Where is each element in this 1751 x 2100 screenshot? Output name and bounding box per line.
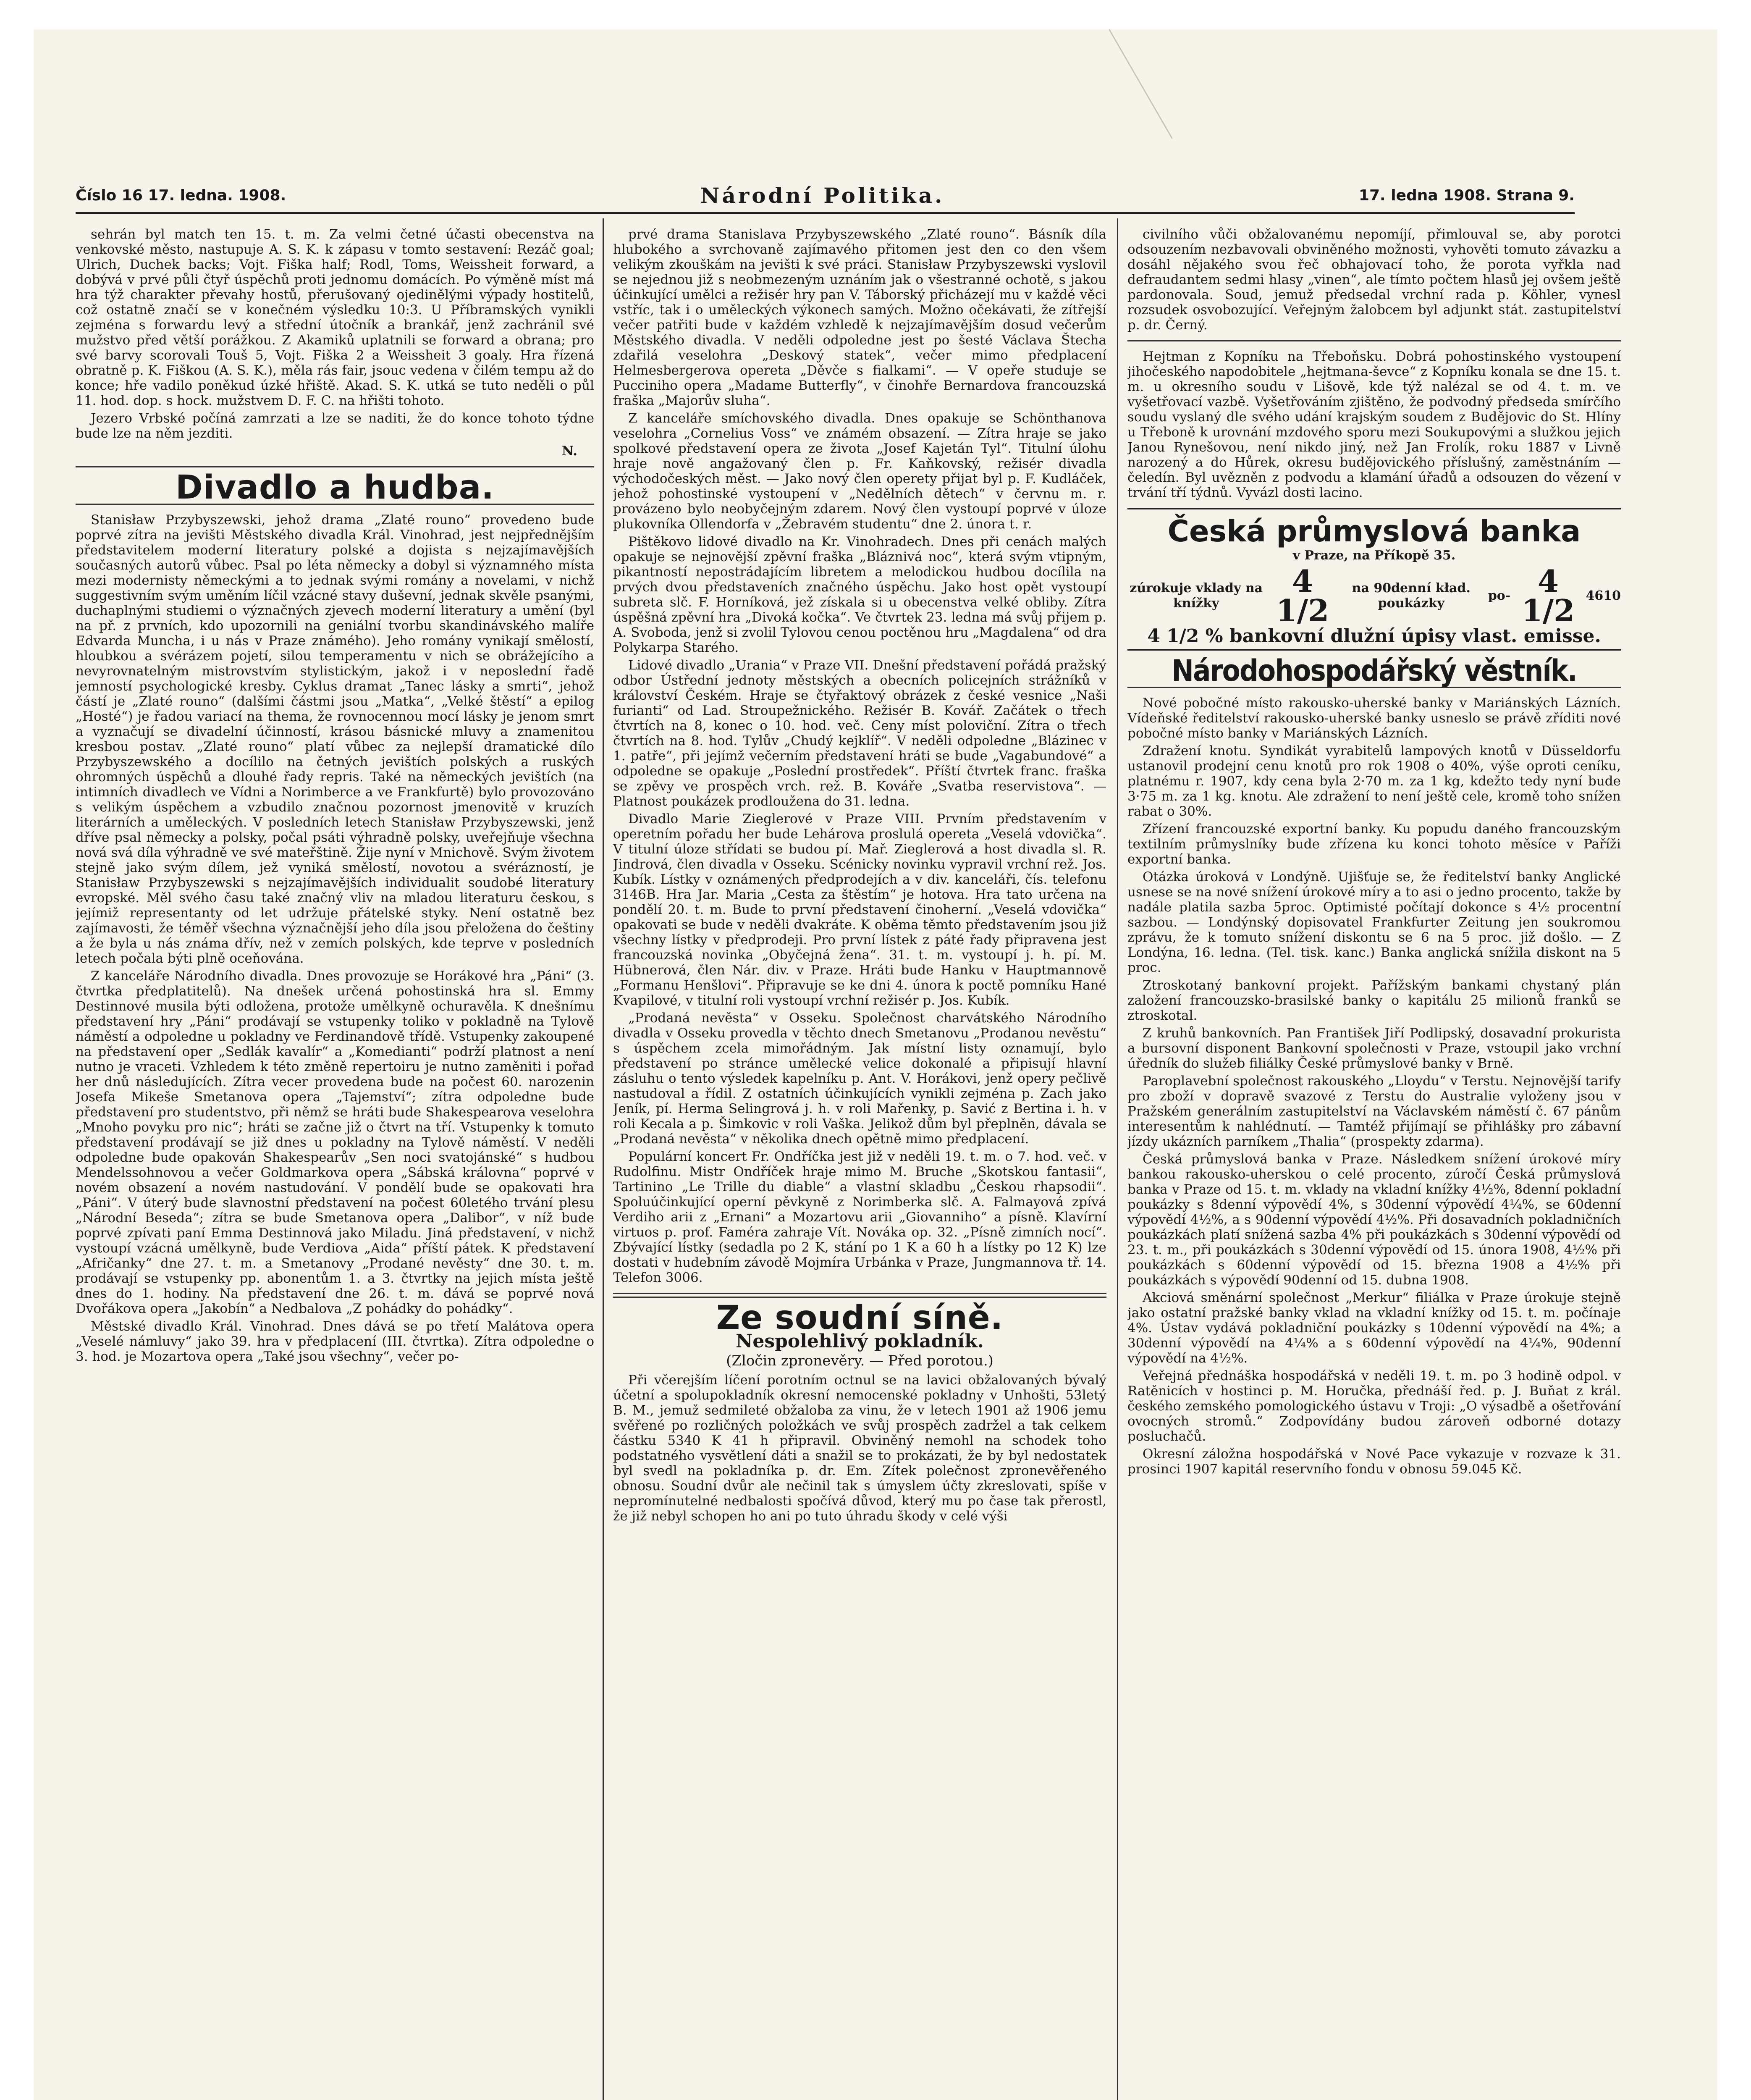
article-paragraph: Divadlo Marie Zieglerové v Praze VIII. Prvním představením v operetním pořadu her bude Lehárova proslulá opereta „Veselá vdovička“. V titulní úloze střídati se budou pí. Mař. Zieglerová a host divadla sl. R. Jindrová, člen divadla v Osseku. Scénicky novinku vypravil vrchní rež. Jos. Kubík. Lístky v oznámených předprodejích a v div. kanceláři, čís. telefonu 3146B. Hra Jar. Maria „Cesta za štěstím“ je hotova. Hra tato určena na pondělí 20. t. m. Bude to první představení činoherní. „Veselá vdovička“ opakovati se bude v neděli dvakráte. K oběma těmto představením jsou již všechny lístky v předprodeji. Pro první lístek z páté řady připravena jest francouzská novinka „Obyčejná žena“. 31. t. m. vystoupí j. h. pí. M. Hübnerová, člen Nár. div. v Praze. Hráti bude Hanku v Hauptmannově „Formanu Henšlovi“. Připravuje se ke dni 4. února k poctě pomníku Hané Kvapilové, v titulní roli vystoupí vrchní režisér p. Jos. Kubík. bbox=[613, 811, 1106, 1008]
page-header bbox=[76, 178, 1575, 214]
article-paragraph: prvé drama Stanislava Przybyszewského „Zlaté rouno“. Básník díla hlubokého a svrchovaně zajímavého přitomen jest den co den všem velikým zkouškám na jevišti k své práci. Stanisław Przybyszewski vyslovil se nejednou již s neobmezeným uznáním jak o všestranné ochotě, s jakou účinkující umělci a režisér hry pan V. Táborský přicházejí mu v každé věci vstříc, tak i o uměleckých výkonech samých. Možno očekávati, že zítřejší večer patřiti bude v každém vzhledě k nejzajímavějším dosud večerům Městského divadla. V neděli odpoledne jest po šesté Václava Štecha zdařilá veselohra „Deskový statek“, večer mimo předplacení Helmesbergerova opereta „Děvče s fialkami“. — V opeře studuje se Pucciniho opera „Madame Butterfly“, v činohře Bernardova francouzská fraška „Majorův sluha“. bbox=[613, 227, 1106, 408]
section-title-theatre: Divadlo a hudba. bbox=[175, 469, 495, 507]
article-paragraph: Zřízení francouzské exportní banky. Ku popudu daného francouzským textilním průmyslníky bude zřízena ku konci tohoto měsíce v Paříži exportní banka. bbox=[1127, 822, 1621, 867]
ad-title: Česká průmyslová banka bbox=[1167, 514, 1581, 549]
ad-rates bbox=[1127, 563, 1621, 628]
ad-rate-label: na 90denní kład. poukázky bbox=[1352, 581, 1471, 611]
ad-bottom-line: 4 1/2 % bankovní dlužní úpisy vlast. emisse. bbox=[1147, 625, 1601, 647]
divider bbox=[613, 1293, 1106, 1298]
article-paragraph: Paroplavební společnost rakouského „Lloydu“ v Terstu. Nejnovější tarify pro zboží v dopravě svazové z Terstu do Australie vyloženy jsou v Pražském generálním zastupitelství na Václavském náměstí č. 67 pánům interesentům k nahlédnutí. — Tamtéž přijímají se přihlášky pro zábavní jízdy ukázních parníkem „Thalia“ (prospekty zdarma). bbox=[1127, 1074, 1621, 1149]
ad-rate-value: 4 1/2 bbox=[1276, 563, 1329, 628]
article-paragraph: Okresní záložna hospodářská v Nové Pace vykazuje v rozvaze k 31. prosinci 1907 kapitál reservního fondu v obnosu 59.045 Kč. bbox=[1127, 1446, 1621, 1477]
article-signature: N. bbox=[561, 444, 577, 459]
section-title-economy: Národohospodářský věstník. bbox=[1172, 654, 1577, 688]
section-title-court: Ze soudní síně. bbox=[716, 1299, 1004, 1337]
article-paragraph: Pištěkovo lidové divadlo na Kr. Vinohradech. Dnes při cenách malých opakuje se nejnovější zpěvní fraška „Bláznivá noc“, která svým vtipným, pikantností nepostrádajícím libretem a melodickou hudbou docílila na prvých dvou představeních značného úspěchu. Jako host opět vystoupí subreta slč. F. Horníková, jež získala si u obecenstva velké obliby. Zítra úspěšná zpěvní hra „Divoká kočka“. Ve čtvrtek 23. ledna má svůj přijem p. A. Svoboda, jenž si zvolil Tylovou cenou poctěnou hru „Magdalena“ od dra Polykarpa Starého. bbox=[613, 534, 1106, 655]
article-headline: Nespolehlivý pokladník. bbox=[736, 1331, 984, 1352]
divider bbox=[76, 466, 594, 467]
article-paragraph: Zdražení knotu. Syndikát vyrabitelů lampových knotů v Düsseldorfu ustanovil prodejní cenu knotů pro rok 1908 o 40%, výše oproti ceníku, platnému r. 1907, kdy cena byla 2·70 m. za 1 kg, kdežto tedy nyní bude 3·75 m. za 1 kg. knotu. Ale zdražení to není ještě cele, kromě toho snížen rabat o 30%. bbox=[1127, 743, 1621, 819]
ad-ref: 4610 bbox=[1586, 588, 1621, 603]
article-paragraph: Lidové divadlo „Urania“ v Praze VII. Dnešní představení pořádá pražský odbor Ústřední jednoty městských a obecních policejních strážníků v království Českém. Hraje se čtyřaktový obrázek z české vesnice „Naši furianti“ od Lad. Stroupežnického. Režisér B. Kovář. Začátek o třech čtvrtích na 8, konec o 10. hod. več. Ceny míst poloviční. Zítra o třech čtvrtích na 8. hod. Tylův „Chudý kejklíř“. V neděli odpoledne „Blázinec v 1. patře“, při jejímž večerním představení hráti se bude „Vagabundové“ a odpoledne se opakuje „Poslední prostředek“. Příští čtvrtek franc. fraška se zpěvy ve prospěch vrch. rež. B. Kováře „Svatba reservistova“. — Platnost poukázek prodloužena do 31. ledna. bbox=[613, 658, 1106, 809]
ad-rate-label: zúrokuje vklady na knížky bbox=[1130, 581, 1263, 611]
article-paragraph: Hejtman z Kopníku na Třeboňsku. Dobrá pohostinského vystoupení jihočeského napodobitele „hejtmana-ševce“ z Kopníku konala se dne 15. t. m. u okresního soudu v Lišově, kde týž nalézal se od 4. t. m. ve vyšetřovací vazbě. Vyšetřováním zjištěno, že podvodný předseda smírčího soudu vyslaný dle svého udání krajským soudem z Budějovic do St. Hlíny u Třeboně k urovnání mzdového sporu mezi Soukupovými a služkou jejich Janou Rynešovou, není nikdo jiný, než Jan Frolík, roku 1887 v Livně narozený a do Hůrek, okresu budějovického příslušný, zaměstnáním — čeledín. Byl uvězněn z podvodu a klamání úřadů a odsouzen do vězení v trvání tří týdnů. Vyvázl dosti lacino. bbox=[1127, 349, 1621, 500]
article-paragraph: Nové pobočné místo rakousko-uherské banky v Mariánských Lázních. Vídeňské ředitelství rakousko-uherské banky usneslo se právě zříditi nové pobočné místo banky v Mariánských Lázních. bbox=[1127, 696, 1621, 741]
article-paragraph: Z kanceláře Národního divadla. Dnes provozuje se Horákové hra „Páni“ (3. čtvrtka předplatitelů). Na dnešek určená pohostinská hra sl. Emmy Destinnové musila býti odložena, protože umělkyně ochuravěla. K dnešnímu představení hry „Páni“ prodávají se vstupenky toliko v pokladně na Tylově náměstí a odpoledne u pokladny ve Ferdinandově třídě. Vstupenky zakoupené na představení oper „Sedlák kavalír“ a „Komedianti“ podrží platnost a není nutno je vraceti. Vzhledem k této změně repertoiru je nutno zaměniti i pořad her dnů následujících. Zítra vecer provedena bude na počest 60. narozenin Josefa Mikeše Smetanova opera „Tajemství“; zítra odpoledne bude představení pro studentstvo, při němž se hráti bude Shakespearova veselohra „Mnoho povyku pro nic“; hráti se začne již o čtvrt na tří. Vstupenky k tomuto představení prodávají se již dnes u pokladny na Tylově náměstí. V neděli odpoledne bude opakován Shakespearův „Sen noci svatojánské“ s hudbou Mendelssohnovou a večer Goldmarkova opera „Sábská královna“ poprvé v novém obsazení a novém nastudování. V pondělí bude se opakovati hra „Páni“. V úterý bude slavnostní představení na počest 60letého trvání plesu „Národní Beseda“; zítra se bude Smetanova opera „Dalibor“, v níž bude poprvé zpívati paní Emma Destinnová jako Miladu. Jiná představení, v nichž vystoupí vzácná umělkyně, bude Verdiova „Aida“ příští pátek. K představení „Afričanky“ dne 27. t. m. a Smetanovy „Prodané nevěsty“ dne 30. t. m. prodávají se vstupenky pp. abonentům 1. a 3. čtvrtky na jejich místa ještě dnes do 1. hodiny. Na představení dne 26. t. m. dává se poprvé nová Dvořákova opera „Jakobín“ a Nedbalova „Z pohádky do pohádky“. bbox=[76, 969, 594, 1316]
column-rule bbox=[1117, 218, 1118, 2100]
divider bbox=[1127, 340, 1621, 341]
article-paragraph: Akciová směnární společnost „Merkur“ filiálka v Praze úrokuje stejně jako ostatní pražské banky vklad na vkladní knížky od 15. t. m. počínaje 4%. Ústav vydává pokladniční poukázky s 10denní výpovědí na 4%; a 30denní výpovědí na 4¼% a s 60denní výpovědí na 4¼%, 90denní výpovědí na 4½%. bbox=[1127, 1290, 1621, 1366]
article-subheadline: (Zločin zpronevěry. — Před porotou.) bbox=[726, 1352, 993, 1369]
newspaper-page bbox=[34, 29, 1717, 2100]
page-number: 17. ledna 1908. Strana 9. bbox=[1358, 186, 1575, 204]
article-paragraph: Otázka úroková v Londýně. Ujišťuje se, že ředitelství banky Anglické usnese se na nové snížení úrokové míry a to asi o jedno procento, takže by nadále platila sazba 5proc. Optimisté počítají dokonce s 4½ procentní sazbou. — Londýnský dopisovatel Frankfurter Zeitung jen soukromou zprávu, že k tomuto snížení diskontu se 6 na 5 proc. již došlo. — Z Londýna, 16. ledna. (Tel. tisk. kanc.) Banka anglická snížila diskont na 5 proc. bbox=[1127, 869, 1621, 975]
article-paragraph: Z kanceláře smíchovského divadla. Dnes opakuje se Schönthanova veselohra „Cornelius Voss“ ve známém obsazení. — Zítra hraje se jako spolkové představení opera ze života „Josef Kajetán Tyl“. Titulní úlohu hraje nově angažovaný člen p. Fr. Kaňkovský, režisér divadla východočeských měst. — Jako nový člen operety přijat byl p. F. Kudláček, jehož pohostinské vystoupení v „Nedělních dětech“ v červnu m. r. provázeno bylo neobyčejným zdarem. Nový člen vystoupí poprvé v úloze plukovníka Ollendorfa v „Žebravém studentu“ dne 2. února t. r. bbox=[613, 411, 1106, 532]
ad-rate-value: 4 1/2 bbox=[1521, 563, 1575, 628]
ad-rate-label: po- bbox=[1488, 588, 1511, 603]
column-3 bbox=[1127, 227, 1621, 2100]
article-paragraph: Veřejná přednáška hospodářská v neděli 19. t. m. po 3 hodině odpol. v Ratěnicích v hostinci p. M. Horučka, přednáší řed. p. J. Buňat z král. českého zemského pomologického ústavu v Troji: „O výsadbě a ošetřování ovocných stromů.“ Zodpovídány budou zároveň odborné dotazy posluchačů. bbox=[1127, 1368, 1621, 1444]
article-paragraph: Městské divadlo Král. Vinohrad. Dnes dává se po třetí Malátova opera „Veselé námluvy“ jako 39. hra v předplacení (III. čtvrtka). Zítra odpoledne o 3. hod. je Mozartova opera „Také jsou všechny“, večer po- bbox=[76, 1319, 594, 1364]
paper-fold bbox=[1109, 29, 1173, 139]
masthead: Národní Politika. bbox=[700, 183, 945, 208]
article-paragraph: Z kruhů bankovních. Pan František Jiří Podlipský, dosavadní prokurista a bursovní disponent Bankovní společnosti v Praze, vstoupil jako vrchní úředník do služeb filiálky České průmyslové banky v Brně. bbox=[1127, 1026, 1621, 1071]
ad-address: v Praze, na Příkopě 35. bbox=[1292, 548, 1456, 563]
bank-advertisement bbox=[1127, 508, 1621, 651]
article-paragraph: sehrán byl match ten 15. t. m. Za velmi četné účasti obecenstva na venkovské město, nastupuje A. S. K. k zápasu v tomto sestavení: Rezáč goal; Ulrich, Duchek backs; Vojt. Fiška half; Rodl, Toms, Weissheit forward, a dobývá v prvé půli čtyř úspěchů proti jednomu domácích. Po výměně míst má hra týž charakter převahy hostů, přerušovaný ojedinělými výpady hostitelů, což ostatně značí se v konečném výsledku 10:3. U Příbramských vynikli zejména s forwardu levý a střední útočník a brankář, jenž zachránil své mužstvo před větší porážkou. Z Akamiků uplatnili se forward a obrana; pro své barvy scorovali Touš 5, Vojt. Fiška 2 a Weissheit 3 goaly. Hra řízená obratně p. K. Fiškou (A. S. K.), měla rás fair, jsouc vedena v čilém tempu až do konce; hře vadilo poněkud úzké hřiště. Akad. S. K. utká se tuto neděli o půl 11. hod. dop. s hock. mužstvem D. F. C. na hřišti tohoto. bbox=[76, 227, 594, 408]
article-paragraph: Česká průmyslová banka v Praze. Následkem snížení úrokové míry bankou rakousko-uherskou o celé procento, zúročí Česká průmyslová banka v Praze od 15. t. m. vklady na vkladní knížky 4½%, 8denní pokladní poukázky s 8denní výpovědí 4%, s 30denní výpovědí 4¼%, se 60denní výpovědí 4½%, a s 90denní výpovědí 4½%. Při dosavadních pokladničních poukázkách platí snížená sazba 4% při poukázkách s 30denní výpovědí od 23. t. m., při poukázkách s 30denní výpovědí od 15. února 1908, 4½% při poukázkách s 60denní výpovědí od 15. března 1908 a 4½% při poukázkách s výpovědí 90denní od 15. dubna 1908. bbox=[1127, 1152, 1621, 1288]
article-paragraph: Ztroskotaný bankovní projekt. Pařížským bankami chystaný plán založení francouzsko-brasilské banky o kapitálu 25 milionů franků se ztroskotal. bbox=[1127, 978, 1621, 1023]
column-rule bbox=[603, 218, 604, 2100]
column-1 bbox=[76, 227, 594, 2100]
article-paragraph: Stanisław Przybyszewski, jehož drama „Zlaté rouno“ provedeno bude poprvé zítra na jevišti Městského divadla Král. Vinohrad, jest nejpřednějším představitelem moderní literatury polské a dojista s nejzajímavějších současných autorů vůbec. Psal po léta německy a dobyl si významného místa mezi modernisty německými a to jednak svými romány a novelami, v nichž suggestivním svým uměním líčil vzácné stavy duševní, jednak skvěle psanými, duchaplnými studiemi o význačných zjevech moderní literatury a umění (byl na př. z prvních, kdo upozornili na geniální tvorbu skandinávského malíře Edvarda Muncha, i u nás v Praze známého). Jeho romány vynikají smělostí, hloubkou a svérázem pojetí, silou temperamentu v nich se obrážejícího a nevyrovnatelným mistrovstvím stylistickým, jakož i v neposlední řadě jemností psychologické kresby. Cyklus dramat „Tanec lásky a smrti“, jehož částí je „Zlaté rouno“ (dalšími částmi jsou „Matka“, „Velké štěstí“ a epilog „Hosté“) je řadou variací na thema, že rovnocennou mocí lásky je jenom smrt a vyznačují se divadelní účinností, krásou básnické mluvy a znamenitou kresbou postav. „Zlaté rouno“ platí vůbec za nejlepší dramatické dílo Przybyszewského a docílilo na četných jevištích polských a ruských ohromných úspěchů a dlouhé řady repris. Také na německých jevištích (na intimních divadlech ve Vídni a Norimberce a ve Frankfurtě) bylo provozováno s velikým úspěchem a vzbudilo značnou pozornost jmenovitě v kruzích literárních a uměleckých. V posledních letech Stanisław Przybyszewski, jenž dříve psal německy a polsky, počal psáti výhradně polsky, uveřejňuje všechna nová svá díla výhradně ve své mateřštině. Žije nyní v Mnichově. Svým životem stejně jako svým dílem, jež vyniká smělostí, novotou a svérázností, je Stanisław Przybyszewski s nejzajímavějších individualit soudobé literatury evropské. Měl svého času také značný vliv na mladou literaturu českou, s jejímiž representanty od let udržuje přátelské styky. Není ostatně bez zajímavosti, že téměř všechna význačnější jeho díla jsou přeložena do češtiny a že byla u nás známa dřív, než v zemích polských, kde teprve v posledních letech počala býti plně oceňována. bbox=[76, 512, 594, 966]
issue-date: Číslo 16 17. ledna. 1908. bbox=[76, 186, 286, 204]
article-paragraph: Jezero Vrbské počíná zamrzati a lze se naditi, že do konce tohoto týdne bude lze na něm jezditi. bbox=[76, 411, 594, 441]
article-paragraph: Při včerejším líčení porotním octnul se na lavici obžalovaných bývalý účetní a spolupokladník okresní nemocenské pokladny v Unhošti, 53letý B. M., jemuž sedmileté obžaloba za vinu, že v letech 1901 až 1906 jemu svěřené po rozličných položkách ve svůj prospěch zadržel a tak celkem částku 5340 K 41 h připravil. Obviněný nemohl na schodek toho podstatného vysvětlení dáti a snažil se to prokázati, že by byl nedostatek byl svedl na pokladníka p. dr. Em. Zítek polečnost zpronevěřeného obnosu. Soudní dvůr ale nečinil tak s úmyslem účty zkreslovati, spíše v nepromínutelné nedbalosti spočívá důvod, který mu po čase tak přerostl, že již nebyl schopen ho ani po tuto úhradu škody v celé výši bbox=[613, 1373, 1106, 1524]
column-2 bbox=[613, 227, 1106, 2100]
article-paragraph: civilního vůči obžalovanému nepomíjí, přimlouval se, aby porotci odsouzením nezbavovali obviněného možnosti, vyhověti tomuto závazku a dosáhl nějakého svou řeč obhajovací toho, že porota vyřkla nad defraudantem sedmi hlasy „vinen“, ale tímto počtem hlasů jej ovšem ještě pardonovala. Soud, jemuž předsedal vrchní rada p. Köhler, vynesl rozsudek osvobozující. Veřejným žalobcem byl adjunkt stát. zastupitelství p. dr. Černý. bbox=[1127, 227, 1621, 333]
article-paragraph: „Prodaná nevěsta“ v Osseku. Společnost charvátského Národního divadla v Osseku provedla v těchto dnech Smetanovu „Prodanou nevěstu“ s úspěchem zcela mimořádným. Jak místní listy oznamují, bylo představení po stránce umělecké velice dokonalé a připisují hlavní zásluhu o tento výsledek kapelníku p. Ant. V. Horákovi, jenž opery pečlivě nastudoval a řídil. Z ostatních účinkujících vynikli zejména p. Zach jako Jeník, pí. Herma Selingrová j. h. v roli Mařenky, p. Savić z Bertina i. h. v roli Kecala a p. Šimkovic v roli Vaška. Jelikož dům byl přeplněn, dávala se „Prodaná nevěsta“ v několika dnech opětně mimo předplacení. bbox=[613, 1011, 1106, 1147]
article-paragraph: Populární koncert Fr. Ondříčka jest již v neděli 19. t. m. o 7. hod. več. v Rudolfinu. Mistr Ondříček hraje mimo M. Bruche „Skotskou fantasii“, Tartinino „Le Trille du diable“ a vlastní skladbu „Českou rhapsodii“. Spoluúčinkující operní pěvkyně z Norimberka slč. A. Falmayová zpívá Verdiho arii z „Ernani“ a Mozartovu arii „Giovanniho“ a písně. Klavírní virtuos p. prof. Faméra zahraje Vít. Nováka op. 32. „Písně zimních nocí“. Zbývající lístky (sedadla po 2 K, stání po 1 K a 60 h a lístky po 12 K) lze dostati v hudebním závodě Mojmíra Urbánka v Praze, Jungmannova tř. 14. Telefon 3006. bbox=[613, 1149, 1106, 1285]
